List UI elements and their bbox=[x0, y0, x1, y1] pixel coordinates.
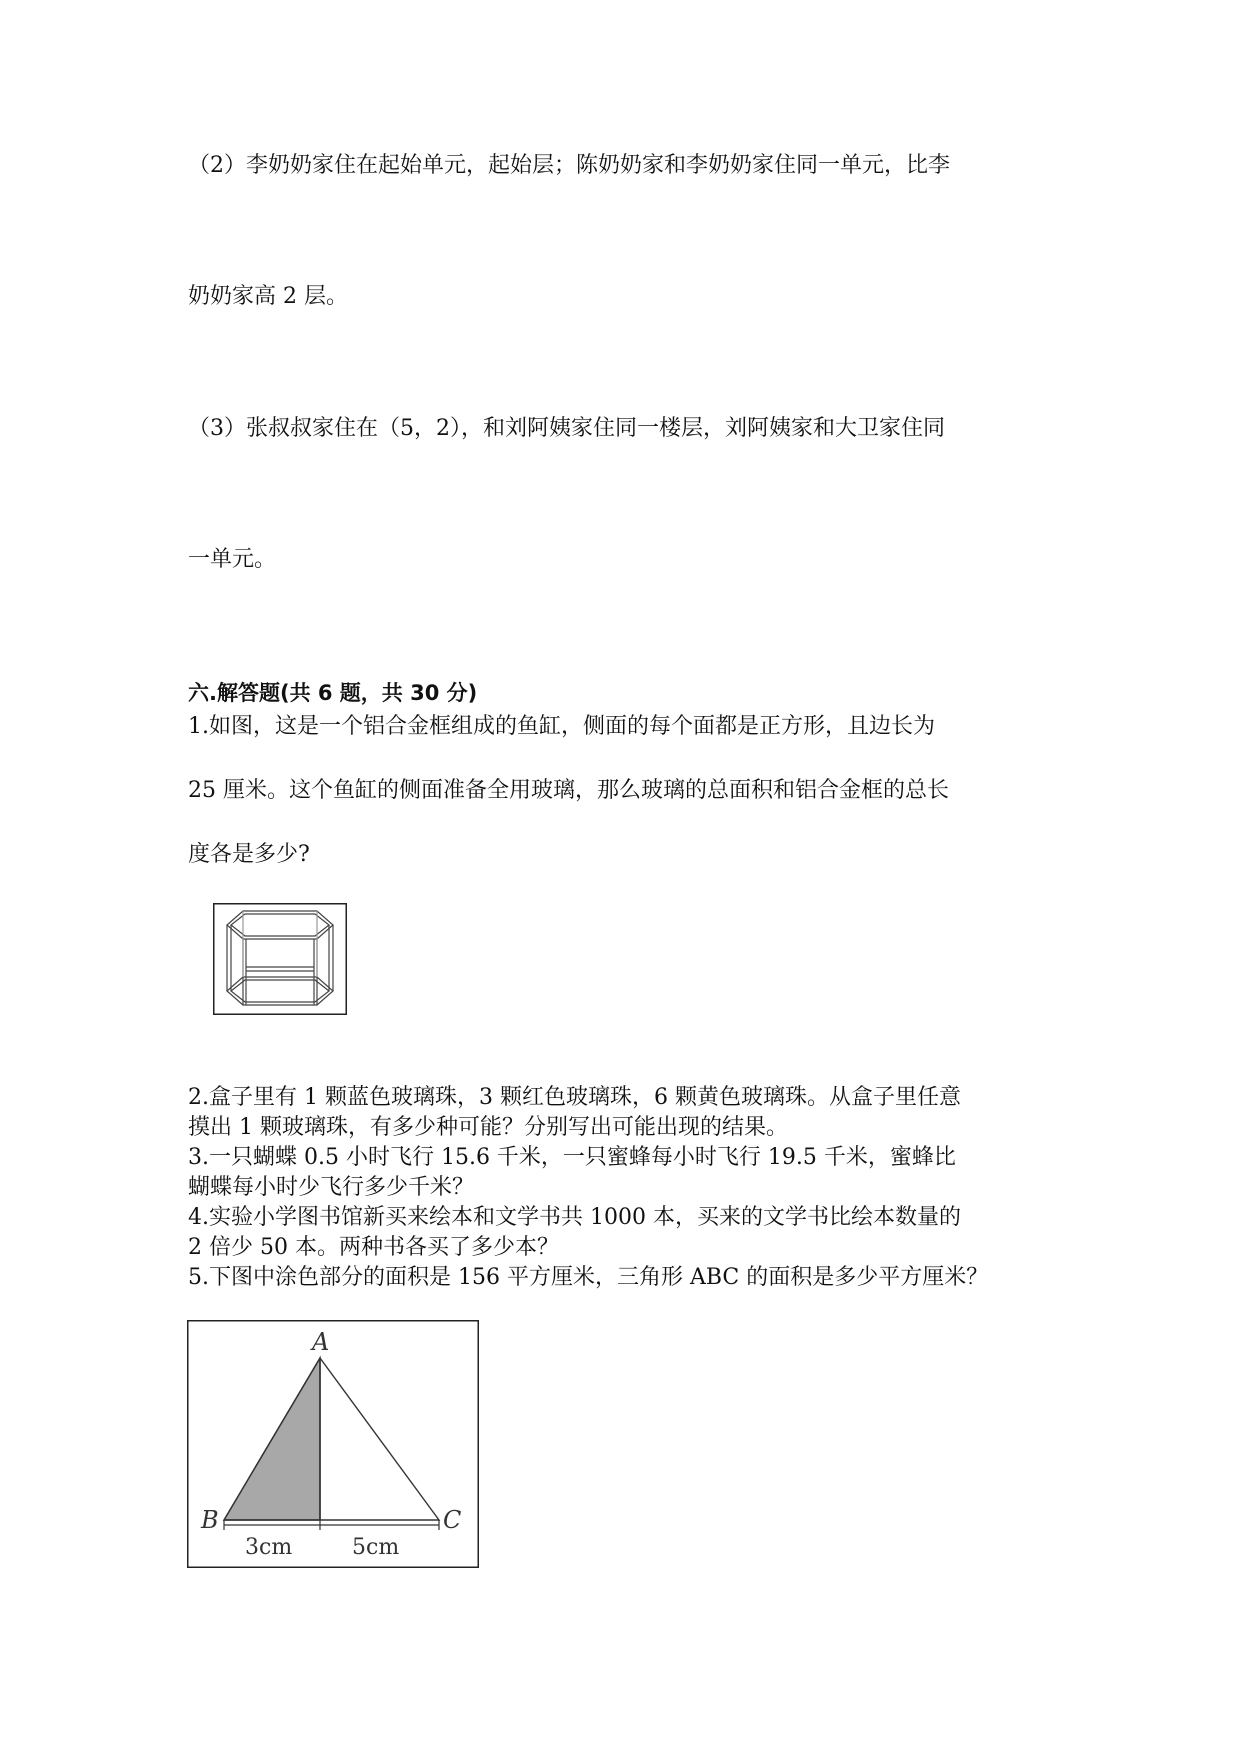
q5-line1: 5.下图中涂色部分的面积是 156 平方厘米，三角形 ABC 的面积是多少平方厘米？ bbox=[188, 1265, 989, 1290]
figure-frame bbox=[214, 904, 347, 1015]
section-heading: 六.解答题(共 6 题，共 30 分) bbox=[188, 681, 478, 705]
item2-line2: 奶奶家高 2 层。 bbox=[188, 284, 348, 309]
label-c: C bbox=[443, 1506, 462, 1534]
figure-frame bbox=[188, 1321, 479, 1568]
q3-line2: 蝴蝶每小时少飞行多少千米？ bbox=[188, 1175, 475, 1200]
q4-line1: 4.实验小学图书馆新买来绘本和文学书共 1000 本，买来的文学书比绘本数量的 bbox=[188, 1205, 961, 1230]
label-a: A bbox=[312, 1328, 330, 1356]
item3-line1: （3）张叔叔家住在（5，2），和刘阿姨家住同一楼层，刘阿姨家和大卫家住同 bbox=[188, 416, 945, 441]
label-5cm: 5cm bbox=[352, 1535, 400, 1560]
q2-line2: 摸出 1 颗玻璃珠，有多少种可能？分别写出可能出现的结果。 bbox=[188, 1115, 788, 1140]
q1-line2: 25 厘米。这个鱼缸的侧面准备全用玻璃，那么玻璃的总面积和铝合金框的总长 bbox=[188, 778, 949, 803]
q2-line1: 2.盒子里有 1 颗蓝色玻璃珠，3 颗红色玻璃珠，6 颗黄色玻璃珠。从盒子里任意 bbox=[188, 1085, 961, 1110]
q4-line2: 2 倍少 50 本。两种书各买了多少本？ bbox=[188, 1235, 559, 1260]
item2-line1: （2）李奶奶家住在起始单元，起始层；陈奶奶家和李奶奶家住同一单元，比李 bbox=[188, 153, 950, 178]
fish-tank-figure bbox=[213, 903, 347, 1015]
item3-line2: 一单元。 bbox=[188, 547, 277, 572]
triangle-figure bbox=[187, 1320, 479, 1568]
label-3cm: 3cm bbox=[245, 1535, 293, 1560]
q3-line1: 3.一只蝴蝶 0.5 小时飞行 15.6 千米，一只蜜蜂每小时飞行 19.5 千米，蜜蜂比 bbox=[188, 1145, 956, 1170]
label-b: B bbox=[201, 1506, 219, 1534]
q1-line3: 度各是多少? bbox=[188, 842, 310, 867]
q1-line1: 1.如图，这是一个铝合金框组成的鱼缸，侧面的每个面都是正方形，且边长为 bbox=[188, 714, 935, 739]
